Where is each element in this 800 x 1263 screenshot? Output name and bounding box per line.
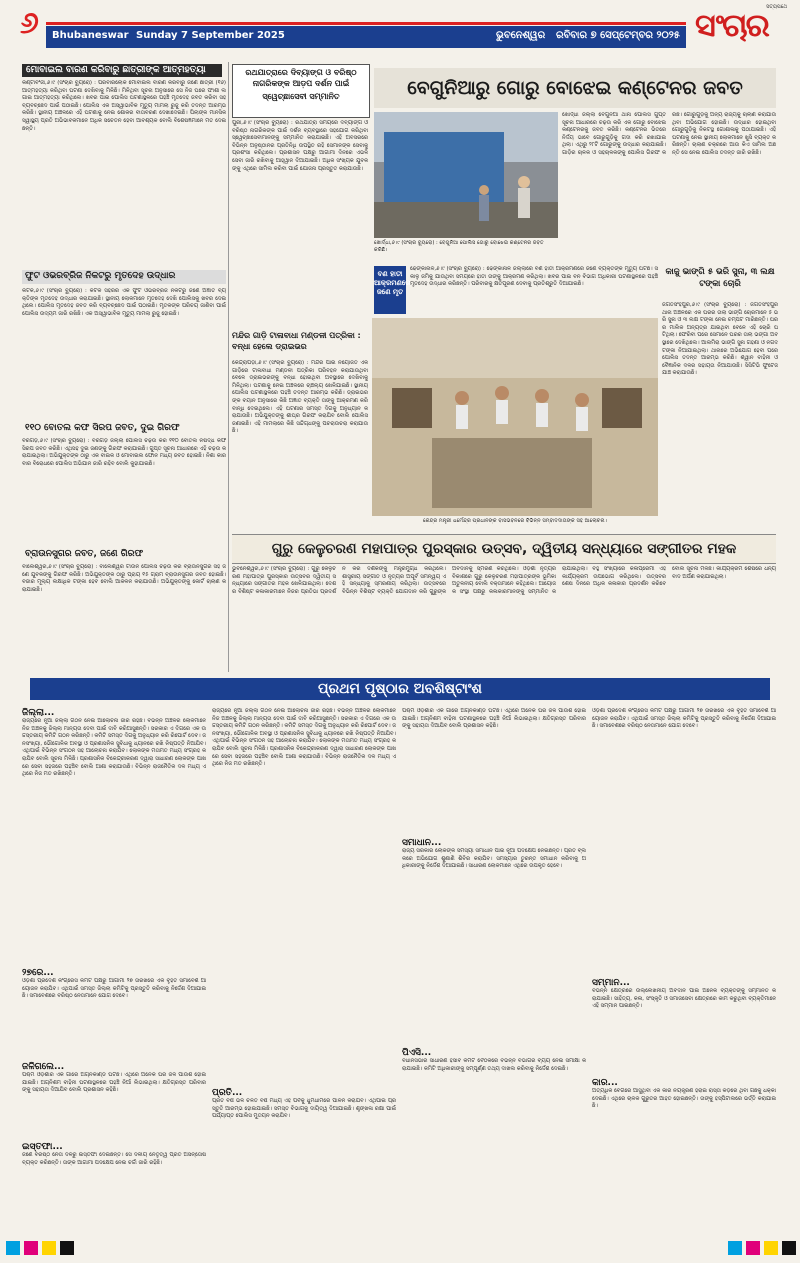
cattle-caption: ଖୋର୍ଦ୍ଧା,୬।୯ (ସଂଚାର ବ୍ୟୁରୋ) : ବେଗୁନିଆ ପୋଲିସ ଗୋରୁ ବୋଝେଇ କଣ୍ଟେନର ଜବତ କରିଛି। (374, 240, 544, 253)
mandir-headline: ମନ୍ଦିର ଗାଡ଼ି ଟାଳାବାଧା ମଣ୍ଡଳୀ ପତ୍ରିକା : ବନ୍ଧା ହେଲେ ଡ୍ରାଇଭର (232, 331, 361, 351)
bolero-headline: ୧୧୦ ବୋତଲ କଫ ସିରପ ଜବତ, ଦୁଇ ଗିରଫ (25, 423, 180, 433)
edition-date-odia: ରବିବାର ୭ ସେପ୍ଟେମ୍ବର ୨୦୨୫ (556, 30, 680, 41)
print-color-marks (0, 1237, 800, 1259)
footover-headline: ଫୁଟ ଓଭରବ୍ରିଜ ନିକଟରୁ ମୃତଦେହ ଉଦ୍ଧାର (25, 271, 176, 281)
cattle-photo-svg (374, 112, 558, 238)
continuation-col-1 (22, 708, 206, 1236)
edition-city: Bhubaneswar (52, 30, 129, 41)
logo-name: ସଂଚାର (695, 6, 768, 44)
footover-headline-box (22, 270, 226, 284)
elephant-title: ବଣ ହାତୀ ଆକ୍ରମଣରେ ଜଣେ ମୃତ (374, 270, 411, 296)
elephant-title-box (374, 266, 411, 314)
brownsugar-headline-box (22, 548, 226, 562)
mandir-body: କେନ୍ଦ୍ରାପଡ଼ା,୬।୯ (ସଂଚାର ବ୍ୟୁରୋ) : ମନ୍ଦିର ପାଇଁ ନିୟୋଜିତ ଏକ ଗାଡ଼ିରେ ଟାଳାବାଧା ମଣ୍ଡଳୀ ପତ୍ରିକା ପରିବହନ କରାଯାଉଥିବା ବେଳେ ଡ୍ରାଇଭରଙ୍କୁ ବନ୍ଧା ହୋଇଥିବା ଅବସ୍ଥାରେ ଦେଖିବାକୁ ମିଳିଥିଲା। ଘଟଣାକୁ ନେଇ ଅଞ୍ଚଳରେ ଚାଞ୍ଚଲ୍ୟ ଖେଳିଯାଇଛି। ସ୍ଥାନୀୟ ପୋଲିସ ଘଟଣାସ୍ଥଳରେ ପହଞ୍ଚି ତଦନ୍ତ ଆରମ୍ଭ କରିଛି। ଡ୍ରାଇଭରଙ୍କ ବୟାନ ଅନୁସାରେ କିଛି ଅଜ୍ଞାତ ବ୍ୟକ୍ତି ତାଙ୍କୁ ଆକ୍ରମଣ କରି ବାନ୍ଧି ଦେଇଥିଲେ। ଏହି ଘଟଣାର ସମସ୍ତ ଦିଗକୁ ଅନୁଧ୍ୟାନ କରାଯାଉଛି। ଅଭିଯୁକ୍ତଙ୍କୁ ଶୀଘ୍ର ଗିରଫ କରାଯିବ ବୋଲି ପୋଲିସ ଜଣାଇଛି। ଏହି ମାମଲାରେ କିଛି ସନ୍ଦିଗ୍ଧଙ୍କୁ ପଚରାଉଚରା କରାଯାଉଛି। (232, 360, 368, 435)
continuation-col-2 (212, 708, 396, 1236)
guru-headline-box (232, 534, 776, 564)
mobile-body: କଣ୍ଟାବଂଜୀ,୬।୯ (ସଂଚାର ବ୍ୟୁରୋ) : ପରିବାରଲୋକ ମୋବାଇଲ ବାରଣ କରିବାରୁ ଜଣେ ଛାତ୍ରୀ (୧୬) ଆତ୍ମହତ୍ୟା କରିଥିବା ଘଟଣା ଦେଖିବାକୁ ମିଳିଛି। ମିଳିଥିବା ସୂଚନା ଅନୁସାରେ ସେ ନିଜ ଘରେ ଫାଶୀ ଲଗାଇ ଆତ୍ମହତ୍ୟା କରିଥିଲେ। ଖବର ପାଇ ପୋଲିସ ଘଟଣାସ୍ଥଳରେ ପହଞ୍ଚି ମୃତଦେହ ଜବତ କରିବା ସହ ବ୍ୟବଚ୍ଛେଦ ପାଇଁ ପଠାଇଛି। ପୋଲିସ ଏକ ଅସ୍ୱାଭାବିକ ମୃତ୍ୟୁ ମାମଲା ରୁଜୁ କରି ତଦନ୍ତ ଆରମ୍ଭ କରିଛି। ସ୍ଥାନୀୟ ଅଞ୍ଚଳରେ ଏହି ଘଟଣାକୁ ନେଇ ଶୋକର ବାତାବରଣ ଦେଖାଦେଇଛି। ପିଲାଙ୍କ ମାନସିକ ସ୍ୱାସ୍ଥ୍ୟ ପ୍ରତି ଅଭିଭାବକମାନେ ଅଧିକ ସଚେତନ ହେବା ଆବଶ୍ୟକ ବୋଲି ବିଶେଷଜ୍ଞମାନେ ମତ ଦେଇଛନ୍ତି। (22, 80, 226, 132)
cont-head-5: ସମାଧାନ... (402, 838, 442, 848)
cont-body-5: ରାଜ୍ୟ ସରକାର ଲୋକଙ୍କ ସମସ୍ୟା ସମାଧାନ ପାଇଁ ନୂଆ ପଦକ୍ଷେପ ନେଇଛନ୍ତି। ପ୍ରତି ବ୍ଲକରେ ଅଭିଯୋଗ ଶୁଣାଣି ଶିବିର କରାଯିବ। ସମସ୍ୟାର ତୁରନ୍ତ ସମାଧାନ କରିବାକୁ ଅଧିକାରୀଙ୍କୁ ନିର୍ଦ୍ଦେଶ ଦିଆଯାଇଛି। ସାଧାରଣ ଲୋକମାନେ ଏଥିରେ ଉପକୃତ ହେବେ। (402, 848, 586, 870)
cont-head-1: ୨୭ରେ... (22, 968, 54, 978)
cont-head-0: ଜିଲ୍ଲା... (22, 708, 55, 718)
header-bar (46, 26, 686, 48)
meeting-caption: କେନ୍ଦ୍ର ମନ୍ତ୍ରୀ ଧର୍ମେନ୍ଦ୍ର ପ୍ରଧାନଙ୍କ ବାସଭବନରେ ବିଭିନ୍ନ ସମ୍ବାଦଦାତାଙ୍କ ସହ ଆଲୋଚନା। (422, 518, 607, 524)
cont-head-3: ଇସ୍ତଫା... (22, 1142, 63, 1152)
cont-body-4: ପ୍ରତି ବର୍ଷ ଭଳି ଚଳିତ ବର୍ଷ ମଧ୍ୟ ଏହି ପର୍ବକୁ ଧୁମଧାମରେ ପାଳନ କରାଯିବ। ଏଥିପାଇଁ ପ୍ରସ୍ତୁତି ଆରମ୍ଭ ହୋଇଯାଇଛି। ସମସ୍ତ ବିଭାଗକୁ ଦାୟିତ୍ୱ ଦିଆଯାଇଛି। ଶୃଙ୍ଖଳା ରକ୍ଷା ପାଇଁ ପର୍ଯ୍ୟାପ୍ତ ପୋଲିସ ମୁତୟନ କରାଯିବ। (212, 1098, 396, 1120)
bolero-body: ବରଗଡ଼,୬।୯ (ସଂଚାର ବ୍ୟୁରୋ) : ବରଗଡ଼ ଜିଲ୍ଲା ପୋଲିସ ଚଢ଼ଉ କରି ୧୧୦ ବୋତଲ ନିଷିଦ୍ଧ କଫ ସିରପ ଜବତ କରିଛି। ଏଥିସହ ଦୁଇ ଜଣଙ୍କୁ ଗିରଫ କରାଯାଇଛି। ଗୁପ୍ତ ସୂଚନା ଆଧାରରେ ଏହି ଚଢ଼ଉ କରାଯାଇଥିଲା। ଅଭିଯୁକ୍ତଙ୍କ ଠାରୁ ଏକ ବାଇକ ଓ ମୋବାଇଲ ଫୋନ ମଧ୍ୟ ଜବତ ହୋଇଛି। ନିଶା କାରବାର ବିରୋଧରେ ପୋଲିସ ଅଭିଯାନ ଜାରି ରହିବ ବୋଲି କୁହାଯାଇଛି। (22, 438, 226, 467)
edition-city-odia: ଭୁବନେଶ୍ୱର (496, 30, 546, 41)
guru-headline: ଗୁରୁ କେଳୁଚରଣ ମହାପାତ୍ର ପୁରସ୍କାର ଉତ୍ସବ, ଦ୍ୱିତୀୟ ସନ୍ଧ୍ୟାରେ ସଙ୍ଗୀତର ମହକ (271, 541, 737, 557)
rath-body: ପୁରୀ,୬।୯ (ସଂଚାର ବ୍ୟୁରୋ) : ରଥଯାତ୍ରା ସମୟରେ ଦିବ୍ୟାଙ୍ଗ ଓ ବରିଷ୍ଠ ନାଗରିକଙ୍କ ପାଇଁ ଦର୍ଶନ ବ୍ୟବସ୍ଥାରେ ସହଯୋଗ କରିଥିବା ସ୍ୱେଚ୍ଛାସେବୀମାନଙ୍କୁ ସମ୍ମାନିତ କରାଯାଇଛି। ଏହି ଅବସରରେ ବିଭିନ୍ନ ଅନୁଷ୍ଠାନର ପ୍ରତିନିଧି ଉପସ୍ଥିତ ରହି ସେମାନଙ୍କ ସେବାକୁ ପ୍ରଶଂସା କରିଥିଲେ। ପ୍ରଶାସନ ପକ୍ଷରୁ ଆଗାମୀ ଦିନରେ ଏଭଳି ସେବା ଜାରି ରଖିବାକୁ ଆହ୍ୱାନ ଦିଆଯାଇଛି। ଅଧିକ ସଂଖ୍ୟକ ଯୁବକଙ୍କୁ ଏଥିରେ ସାମିଲ କରିବା ପାଇଁ ଯୋଜନା ପ୍ରସ୍ତୁତ କରାଯାଉଛି। (232, 120, 368, 172)
kaju-headline-box (662, 266, 778, 300)
cont-head-2: ଜଳିଗଲେ... (22, 1062, 65, 1072)
cont-head-7: ପିଏସି... (402, 1048, 432, 1058)
cont-body-1b: ଓଡ଼ିଶା ପ୍ରଦେଶ କଂଗ୍ରେସ କମିଟି ପକ୍ଷରୁ ଆଗାମୀ ୨୭ ତାରିଖରେ ଏକ ବୃହତ ସମାବେଶ ଆୟୋଜନ କରାଯିବ। ଏଥିପାଇଁ ସମସ୍ତ ଜିଲ୍ଲା କମିଟିକୁ ପ୍ରସ୍ତୁତି କରିବାକୁ ନିର୍ଦ୍ଦେଶ ଦିଆଯାଇଛି। ସମାବେଶରେ ବରିଷ୍ଠ ନେତାମାନେ ଯୋଗ ଦେବେ। (592, 708, 776, 730)
mobile-headline: ମୋବାଇଲ ବାରଣ କରିବାରୁ ଛାତ୍ରୀଙ୍କ ଆତ୍ମହତ୍ୟା (26, 65, 206, 75)
mandir-headline-box (232, 330, 368, 356)
meeting-photo-svg (372, 318, 658, 516)
color-marks-svg (0, 1237, 800, 1259)
cont-body-0: ରାଜ୍ୟରେ ନୂଆ ଜିଲ୍ଲା ଗଠନ ନେଇ ଆଲୋଚନା ଜାରି ରହିଛି। ବିଭିନ୍ନ ଅଞ୍ଚଳର ଲୋକମାନେ ନିଜ ଅଞ୍ଚଳକୁ ଜିଲ୍ଲା ମାନ୍ୟତା ଦେବା ପାଇଁ ଦାବି କରିଆସୁଛନ୍ତି। ସରକାର ଏ ଦିଗରେ ଏକ ଉଚ୍ଚସ୍ତରୀୟ କମିଟି ଗଠନ କରିଛନ୍ତି। କମିଟି ସମସ୍ତ ଦିଗକୁ ଅନୁଧ୍ୟାନ କରି ରିପୋର୍ଟ ଦେବ। ଜନସଂଖ୍ୟା, ଭୌଗୋଳିକ ଅବସ୍ଥା ଓ ପ୍ରଶାସନିକ ସୁବିଧାକୁ ଧ୍ୟାନରେ ରଖି ନିଷ୍ପତ୍ତି ନିଆଯିବ। ଏଥିପାଇଁ ବିଭିନ୍ନ ସଂଗଠନ ସହ ଆଲୋଚନା କରାଯିବ। ଲୋକଙ୍କ ମତାମତ ମଧ୍ୟ ସଂଗ୍ରହ କରାଯିବ ବୋଲି ସୂଚନା ମିଳିଛି। ପ୍ରଶାସନିକ ବିକେନ୍ଦ୍ରୀକରଣ ଦ୍ୱାରା ସାଧାରଣ ଲୋକଙ୍କ ପାଖରେ ସେବା ସହଜରେ ପହଞ୍ଚିବ ବୋଲି ଆଶା କରାଯାଉଛି। ବିଭିନ୍ନ ରାଜନୈତିକ ଦଳ ମଧ୍ୟ ଏଥିରେ ନିଜ ମତ ରଖିଛନ୍ତି। (22, 718, 206, 778)
brownsugar-headline: ବ୍ରାଉନସୁଗର ଜବତ, ଜଣେ ଗିରଫ (25, 549, 144, 559)
page-header (0, 0, 800, 58)
continuation-col-4 (592, 708, 776, 1236)
cattle-photo (374, 112, 558, 238)
meeting-photo (372, 318, 658, 516)
guru-body: ଭୁବନେଶ୍ୱର,୬।୯ (ସଂଚାର ବ୍ୟୁରୋ) : ଗୁରୁ କେଳୁଚରଣ ମହାପାତ୍ର ପୁରସ୍କାର ଉତ୍ସବର ଦ୍ୱିତୀୟ ସନ୍ଧ୍ୟାରେ ସଙ୍ଗୀତର ମହକ ଖେଳିଯାଇଥିଲା। ଦେଶର ବିଶିଷ୍ଟ କଳାକାରମାନେ ନିଜର ପ୍ରତିଭା ପ୍ରଦର୍ଶନ କରି ଦର୍ଶକଙ୍କୁ ମନ୍ତ୍ରମୁଗ୍ଧ କରିଥିଲେ। ଶାସ୍ତ୍ରୀୟ ସଙ୍ଗୀତ ଓ ନୃତ୍ୟର ଅପୂର୍ବ ସମନ୍ୱୟ ଏହି ସନ୍ଧ୍ୟାକୁ ସ୍ମରଣୀୟ କରିଥିଲା। ଉତ୍ସବରେ ବିଭିନ୍ନ ବିଶିଷ୍ଟ ବ୍ୟକ୍ତି ଯୋଗଦାନ କରି ଗୁରୁଙ୍କ ଅବଦାନକୁ ସ୍ମରଣ କରିଥିଲେ। ଓଡ଼ିଶୀ ନୃତ୍ୟର ବିକାଶରେ ଗୁରୁ କେଳୁଚରଣ ମହାପାତ୍ରଙ୍କ ଭୂମିକା ଅତୁଳନୀୟ ବୋଲି ବକ୍ତାମାନେ କହିଥିଲେ। ଆୟୋଜକ ସଂସ୍ଥା ପକ୍ଷରୁ କଳାକାରମାନଙ୍କୁ ସମ୍ମାନିତ କରାଯାଇଥିଲା। ବହୁ ସଂଖ୍ୟାରେ କଳାପ୍ରେମୀ ଏହି କାର୍ଯ୍ୟକ୍ରମ ଉପଭୋଗ କରିଥିଲେ। ଉତ୍ସବର ଶେଷ ଦିନରେ ଅଧିକ କଳାକାର ପ୍ରଦର୍ଶନ କରିବେ ବୋଲି ସୂଚନା ମିଳିଛି। କାର୍ଯ୍ୟକ୍ରମ ଶେଷରେ ଧନ୍ୟବାଦ ଅର୍ପଣ କରାଯାଇଥିଲା। (232, 566, 776, 595)
cattle-headline-box (374, 68, 776, 108)
rath-headline: ରଥଯାତ୍ରାରେ ଦିବ୍ୟାଙ୍ଗ ଓ ବରିଷ୍ଠ ନାଗରିକଙ୍କ ଆଡ଼ପ ଦର୍ଶନ ପାଇଁ (245, 68, 357, 88)
page-number: ୬ (20, 6, 39, 41)
cont-body-7: ବିଧାନସଭାର ସାଧାରଣ ହିସାବ କମିଟି ବୈଠକରେ ବିଭିନ୍ନ ବିଭାଗର ବ୍ୟୟ ନେଇ ସମୀକ୍ଷା କରାଯାଇଛି। କମିଟି ଅଧିକାରୀଙ୍କୁ ସମ୍ପୂର୍ଣ୍ଣ ତଥ୍ୟ ଦାଖଲ କରିବାକୁ ନିର୍ଦ୍ଦେଶ ଦେଇଛି। (402, 1058, 586, 1072)
cont-body-6: ବିଭିନ୍ନ କ୍ଷେତ୍ରରେ ଉଲ୍ଲେଖନୀୟ ଅବଦାନ ପାଇଁ ଅନେକ ବ୍ୟକ୍ତିଙ୍କୁ ସମ୍ମାନିତ କରାଯାଇଛି। ସାହିତ୍ୟ, କଳା, ସଂସ୍କୃତି ଓ ସମାଜସେବା କ୍ଷେତ୍ରରେ କାମ କରୁଥିବା ବ୍ୟକ୍ତିମାନେ ଏହି ସମ୍ମାନ ପାଇଛନ୍ତି। (592, 988, 776, 1010)
rath-subhead: ସ୍ୱେଚ୍ଛାସେବୀ ସମ୍ମାନିତ (262, 92, 340, 101)
footover-body: କଟକ,୬।୯ (ସଂଚାର ବ୍ୟୁରୋ) : କଟକ ସହରର ଏକ ଫୁଟ ଓଭରବ୍ରିଜ ନିକଟରୁ ଜଣେ ଅଜ୍ଞାତ ବ୍ୟକ୍ତିଙ୍କ ମୃତଦେହ ଉଦ୍ଧାର କରାଯାଇଛି। ସ୍ଥାନୀୟ ଲୋକମାନେ ମୃତଦେହ ଦେଖି ପୋଲିସକୁ ଖବର ଦେଇଥିଲେ। ପୋଲିସ ମୃତଦେହ ଜବତ କରି ବ୍ୟବଚ୍ଛେଦ ପାଇଁ ପଠାଇଛି। ମୃତକଙ୍କ ପରିଚୟ ଜାଣିବା ପାଇଁ ପୋଲିସ ଉଦ୍ୟମ ଜାରି ରଖିଛି। ଏକ ଅସ୍ୱାଭାବିକ ମୃତ୍ୟୁ ମାମଲା ରୁଜୁ ହୋଇଛି। (22, 288, 226, 317)
edition-date: Sunday 7 September 2025 (136, 30, 285, 41)
bolero-headline-box (22, 422, 226, 436)
cont-head-4: ପ୍ରତି... (212, 1088, 243, 1098)
cont-head-6: ସମ୍ମାନ... (592, 978, 630, 988)
column-divider (228, 62, 229, 672)
kaju-body: ଜଗତସିଂହପୁର,୬।୯ (ସଂଚାର ବ୍ୟୁରୋ) : ଜଗତସିଂହପୁର ଥାନା ଅଞ୍ଚଳରେ ଏକ ଘରର ତାଲା ଭାଙ୍ଗି ଚୋରମାନେ ୫ ଭରି ସୁନା ଓ ୩ ଲକ୍ଷ ଟଙ୍କା ନେଇ ଚମ୍ପଟ ମାରିଛନ୍ତି। ଘରର ମାଲିକ ଅନ୍ୟତ୍ର ଯାଇଥିବା ବେଳେ ଏହି ଚୋରି ଘଟିଥିଲା। ଫେରିବା ପରେ ସେମାନେ ଘରର ତାଲା ଭଙ୍ଗା ଅବସ୍ଥାରେ ଦେଖିଥିଲେ। ଆଲମିରା ଭାଙ୍ଗି ସୁନା ଗହଣା ଓ ନଗଦ ଟଙ୍କା ନିଆଯାଇଥିଲା। ଥାନାରେ ଅଭିଯୋଗ ହେବା ପରେ ପୋଲିସ ତଦନ୍ତ ଆରମ୍ଭ କରିଛି। ଶ୍ୱାନ ବାହିନୀ ଓ ବୈଜ୍ଞାନିକ ଦଳର ସହାୟତା ନିଆଯାଉଛି। ସିସିଟିଭି ଫୁଟେଜ ଯାଞ୍ଚ କରାଯାଉଛି। (662, 302, 778, 377)
cattle-body: ଖୋର୍ଦ୍ଧା ଜିଲ୍ଲା ବେଗୁନିଆ ଥାନା ପୋଲିସ ଗୁପ୍ତ ସୂଚନା ଆଧାରରେ ଚଢ଼ଉ କରି ଏକ ଗୋରୁ ବୋଝେଇ କଣ୍ଟେନରକୁ ଜବତ କରିଛି। କଣ୍ଟେନର ଭିତରେ ନିର୍ଦ୍ଦୟ ଭାବେ ଗୋରୁଗୁଡ଼ିକୁ ଗଦା କରି ରଖାଯାଇଥିଲା। ଏଥିରୁ ୨୮ଟି ଗୋରୁଙ୍କୁ ଉଦ୍ଧାର କରାଯାଇଛି। ଗାଡ଼ିର ଚାଳକ ଓ ସହଚାଳକଙ୍କୁ ପୋଲିସ ଗିରଫ କରିଛି। ଗୋରୁଗୁଡ଼ିକୁ ଅନ୍ୟ ରାଜ୍ୟକୁ ଚାଲାଣ କରାଯାଉଥିବା ଅଭିଯୋଗ ହୋଇଛି। ଉଦ୍ଧାର ହୋଇଥିବା ଗୋରୁଗୁଡ଼ିକୁ ନିକଟସ୍ଥ ଗୋଶାଳାକୁ ପଠାଯାଇଛି। ଏହି ଘଟଣାକୁ ନେଇ ସ୍ଥାନୀୟ ଲୋକମାନେ ଖୁସି ବ୍ୟକ୍ତ କରିଛନ୍ତି। ଚାଲାଣ ଚକ୍ରରେ ଆଉ କିଏ ସାମିଲ ଅଛନ୍ତି ସେ ନେଇ ପୋଲିସ ତଦନ୍ତ ଜାରି ରଖିଛି। (562, 112, 776, 156)
continuation-col-3 (402, 708, 586, 1236)
brownsugar-body: ବାଲେଶ୍ୱର,୬।୯ (ସଂଚାର ବ୍ୟୁରୋ) : ବାଲେଶ୍ୱର ଟାଉନ ପୋଲିସ ଚଢ଼ଉ କରି ବ୍ରାଉନସୁଗର ସହ ଜଣେ ଯୁବକଙ୍କୁ ଗିରଫ କରିଛି। ଅଭିଯୁକ୍ତଙ୍କ ଠାରୁ ପ୍ରାୟ ୧୫ ଗ୍ରାମ ବ୍ରାଉନସୁଗର ଜବତ ହୋଇଛି। ବଜାର ମୂଲ୍ୟ ଲକ୍ଷାଧିକ ଟଙ୍କା ହେବ ବୋଲି ଆକଳନ କରାଯାଉଛି। ଅଭିଯୁକ୍ତଙ୍କୁ କୋର୍ଟ ଚାଲାଣ କରାଯାଇଛି। (22, 564, 226, 593)
cont-body-3: ଜଣେ ବରିଷ୍ଠ ନେତା ଦଳରୁ ଇସ୍ତଫା ଦେଇଛନ୍ତି। ସେ ଦଳୀୟ ନେତୃତ୍ୱ ପ୍ରତି ଅସନ୍ତୋଷ ବ୍ୟକ୍ତ କରିଛନ୍ତି। ତାଙ୍କ ଆଗାମୀ ପଦକ୍ଷେପ ନେଇ ଚର୍ଚ୍ଚା ଜାରି ରହିଛି। (22, 1152, 206, 1166)
cont-body-2b: ପଶ୍ଚିମ ଓଡ଼ିଶାର ଏକ ଗାଁରେ ଅଗ୍ନିକାଣ୍ଡ ଘଟିଛି। ଏଥିରେ ଅନେକ ଘର ଜଳି ପାଉଁଶ ହୋଇଯାଇଛି। ଅଗ୍ନିଶମ ବାହିନୀ ଘଟଣାସ୍ଥଳରେ ପହଞ୍ଚି ନିଆଁ ଲିଭାଇଥିଲା। କ୍ଷତିଗ୍ରସ୍ତ ପରିବାରଙ୍କୁ ସହାୟତା ଦିଆଯିବ ବୋଲି ପ୍ରଶାସନ କହିଛି। (402, 708, 586, 730)
logo-tagline: ସତ୍ୟପଥେ (766, 4, 787, 10)
continuation-bar: ପ୍ରଥମ ପୃଷ୍ଠାର ଅବଶିଷ୍ଟାଂଶ (30, 678, 770, 700)
header-rule (46, 22, 686, 25)
cont-body-0b: ରାଜ୍ୟରେ ନୂଆ ଜିଲ୍ଲା ଗଠନ ନେଇ ଆଲୋଚନା ଜାରି ରହିଛି। ବିଭିନ୍ନ ଅଞ୍ଚଳର ଲୋକମାନେ ନିଜ ଅଞ୍ଚଳକୁ ଜିଲ୍ଲା ମାନ୍ୟତା ଦେବା ପାଇଁ ଦାବି କରିଆସୁଛନ୍ତି। ସରକାର ଏ ଦିଗରେ ଏକ ଉଚ୍ଚସ୍ତରୀୟ କମିଟି ଗଠନ କରିଛନ୍ତି। କମିଟି ସମସ୍ତ ଦିଗକୁ ଅନୁଧ୍ୟାନ କରି ରିପୋର୍ଟ ଦେବ। ଜନସଂଖ୍ୟା, ଭୌଗୋଳିକ ଅବସ୍ଥା ଓ ପ୍ରଶାସନିକ ସୁବିଧାକୁ ଧ୍ୟାନରେ ରଖି ନିଷ୍ପତ୍ତି ନିଆଯିବ। ଏଥିପାଇଁ ବିଭିନ୍ନ ସଂଗଠନ ସହ ଆଲୋଚନା କରାଯିବ। ଲୋକଙ୍କ ମତାମତ ମଧ୍ୟ ସଂଗ୍ରହ କରାଯିବ ବୋଲି ସୂଚନା ମିଳିଛି। ପ୍ରଶାସନିକ ବିକେନ୍ଦ୍ରୀକରଣ ଦ୍ୱାରା ସାଧାରଣ ଲୋକଙ୍କ ପାଖରେ ସେବା ସହଜରେ ପହଞ୍ଚିବ ବୋଲି ଆଶା କରାଯାଉଛି। ବିଭିନ୍ନ ରାଜନୈତିକ ଦଳ ମଧ୍ୟ ଏଥିରେ ନିଜ ମତ ରଖିଛନ୍ତି। (212, 708, 396, 768)
elephant-body: ଢେଙ୍କାନାଳ,୬।୯ (ସଂଚାର ବ୍ୟୁରୋ) : ଢେଙ୍କାନାଳ ଜିଲ୍ଲାରେ ବଣ ହାତୀ ଆକ୍ରମଣରେ ଜଣେ ବ୍ୟକ୍ତିଙ୍କ ମୃତ୍ୟୁ ଘଟିଛି। ସକାଳୁ ଜମିକୁ ଯାଉଥିବା ସମୟରେ ହାତୀ ତାଙ୍କୁ ଆକ୍ରମଣ କରିଥିଲା। ଖବର ପାଇ ବନ ବିଭାଗ ଅଧିକାରୀ ଘଟଣାସ୍ଥଳରେ ପହଞ୍ଚି ମୃତଦେହ ଉଦ୍ଧାର କରିଛନ୍ତି। ପରିବାରକୁ କ୍ଷତିପୂରଣ ଦେବାକୁ ପ୍ରତିଶ୍ରୁତି ଦିଆଯାଇଛି। (410, 266, 658, 288)
mobile-headline-bar (22, 64, 222, 77)
cattle-headline: ବେଗୁନିଆରୁ ଗୋରୁ ବୋଝେଇ କଣ୍ଟେନର ଜବତ (407, 77, 743, 99)
cont-body-2: ପଶ୍ଚିମ ଓଡ଼ିଶାର ଏକ ଗାଁରେ ଅଗ୍ନିକାଣ୍ଡ ଘଟିଛି। ଏଥିରେ ଅନେକ ଘର ଜଳି ପାଉଁଶ ହୋଇଯାଇଛି। ଅଗ୍ନିଶମ ବାହିନୀ ଘଟଣାସ୍ଥଳରେ ପହଞ୍ଚି ନିଆଁ ଲିଭାଇଥିଲା। କ୍ଷତିଗ୍ରସ୍ତ ପରିବାରଙ୍କୁ ସହାୟତା ଦିଆଯିବ ବୋଲି ପ୍ରଶାସନ କହିଛି। (22, 1072, 206, 1094)
kaju-headline: କାଜୁ ଭାଙ୍ଗି ୫ ଭରି ସୁନା, ୩ ଲକ୍ଷ ଟଙ୍କା ଚୋରି (665, 267, 775, 289)
rath-headline-box (232, 64, 370, 118)
cont-head-8: କାର... (592, 1078, 618, 1088)
cont-body-8: ଅତ୍ୟଧିକ ବେଗରେ ଆସୁଥିବା ଏକ କାର ନିୟନ୍ତ୍ରଣ ହରାଇ ରାସ୍ତା କଡ଼ରେ ଥିବା ଗଛକୁ ଧକ୍କା ଦେଇଛି। ଏଥିରେ ଚାଳକ ଗୁରୁତର ଆହତ ହୋଇଛନ୍ତି। ତାଙ୍କୁ ହସ୍ପିଟାଲରେ ଭର୍ତ୍ତି କରାଯାଇଛି। (592, 1088, 776, 1110)
cont-body-1: ଓଡ଼ିଶା ପ୍ରଦେଶ କଂଗ୍ରେସ କମିଟି ପକ୍ଷରୁ ଆଗାମୀ ୨୭ ତାରିଖରେ ଏକ ବୃହତ ସମାବେଶ ଆୟୋଜନ କରାଯିବ। ଏଥିପାଇଁ ସମସ୍ତ ଜିଲ୍ଲା କମିଟିକୁ ପ୍ରସ୍ତୁତି କରିବାକୁ ନିର୍ଦ୍ଦେଶ ଦିଆଯାଇଛି। ସମାବେଶରେ ବରିଷ୍ଠ ନେତାମାନେ ଯୋଗ ଦେବେ। (22, 978, 206, 1000)
masthead-logo (695, 4, 791, 50)
